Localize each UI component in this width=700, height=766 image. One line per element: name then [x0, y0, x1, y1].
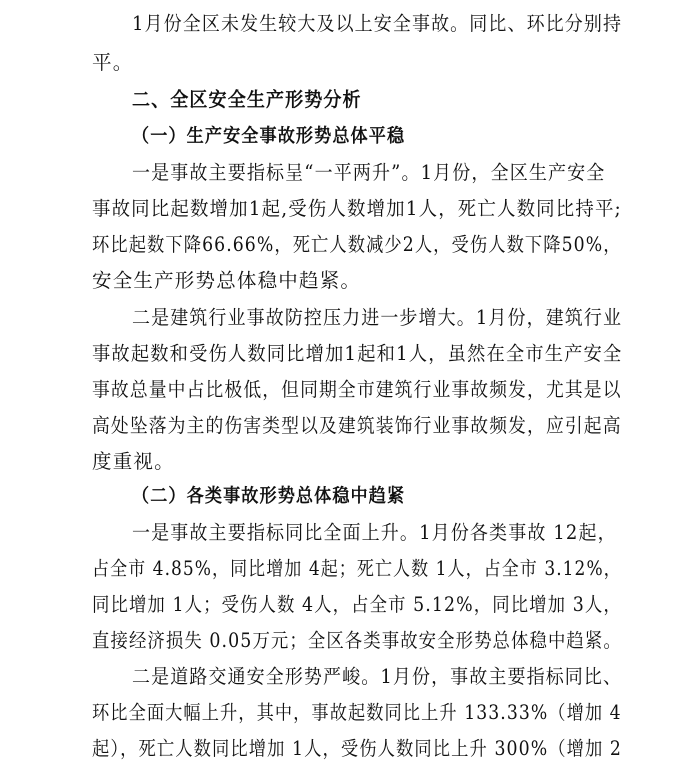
- section-heading: 二、全区安全生产形势分析: [132, 88, 362, 111]
- text-line: 环比全面大幅上升，其中，事故起数同比上升 133.33%（增加 4: [92, 701, 622, 724]
- text-line: 环比起数下降66.66%，死亡人数减少2人，受伤人数下降50%，: [92, 233, 622, 256]
- text-line: 事故起数和受伤人数同比增加1起和1人，虽然在全市生产安全: [92, 342, 623, 365]
- text-line: 事故总量中占比极低，但同期全市建筑行业事故频发，尤其是以: [92, 378, 622, 401]
- text-line: 安全生产形势总体稳中趋紧。: [92, 269, 362, 292]
- text-line: 二是建筑行业事故防控压力进一步增大。1月份，建筑行业: [132, 306, 623, 329]
- text-line: 高处坠落为主的伤害类型以及建筑装饰行业事故频发，应引起高: [92, 414, 622, 437]
- text-line: 度重视。: [92, 450, 175, 473]
- text-line: 占全市 4.85%，同比增加 4起；死亡人数 1人，占全市 3.12%，: [92, 557, 622, 580]
- text-line: 一是事故主要指标呈“一平两升”。1月份，全区生产安全: [132, 161, 606, 184]
- subsection-heading: （一）生产安全事故形势总体平稳: [132, 126, 406, 147]
- text-line: 直接经济损失 0.05万元；全区各类事故安全形势总体稳中趋紧。: [92, 629, 622, 652]
- text-line: 二是道路交通安全形势严峻。1月份，事故主要指标同比、: [132, 665, 623, 688]
- text-line: 起），死亡人数同比增加 1人，受伤人数同比上升 300%（增加 2: [92, 737, 623, 760]
- text-line: 平。: [92, 51, 134, 74]
- text-line: 1月份全区未发生较大及以上安全事故。同比、环比分别持: [132, 12, 623, 35]
- text-line: 同比增加 1人；受伤人数 4人，占全市 5.12%，同比增加 3人，: [92, 593, 622, 616]
- subsection-heading: （二）各类事故形势总体稳中趋紧: [132, 486, 406, 507]
- text-line: 事故同比起数增加1起,受伤人数增加1人，死亡人数同比持平;: [92, 197, 622, 220]
- text-line: 一是事故主要指标同比全面上升。1月份各类事故 12起，: [132, 521, 617, 544]
